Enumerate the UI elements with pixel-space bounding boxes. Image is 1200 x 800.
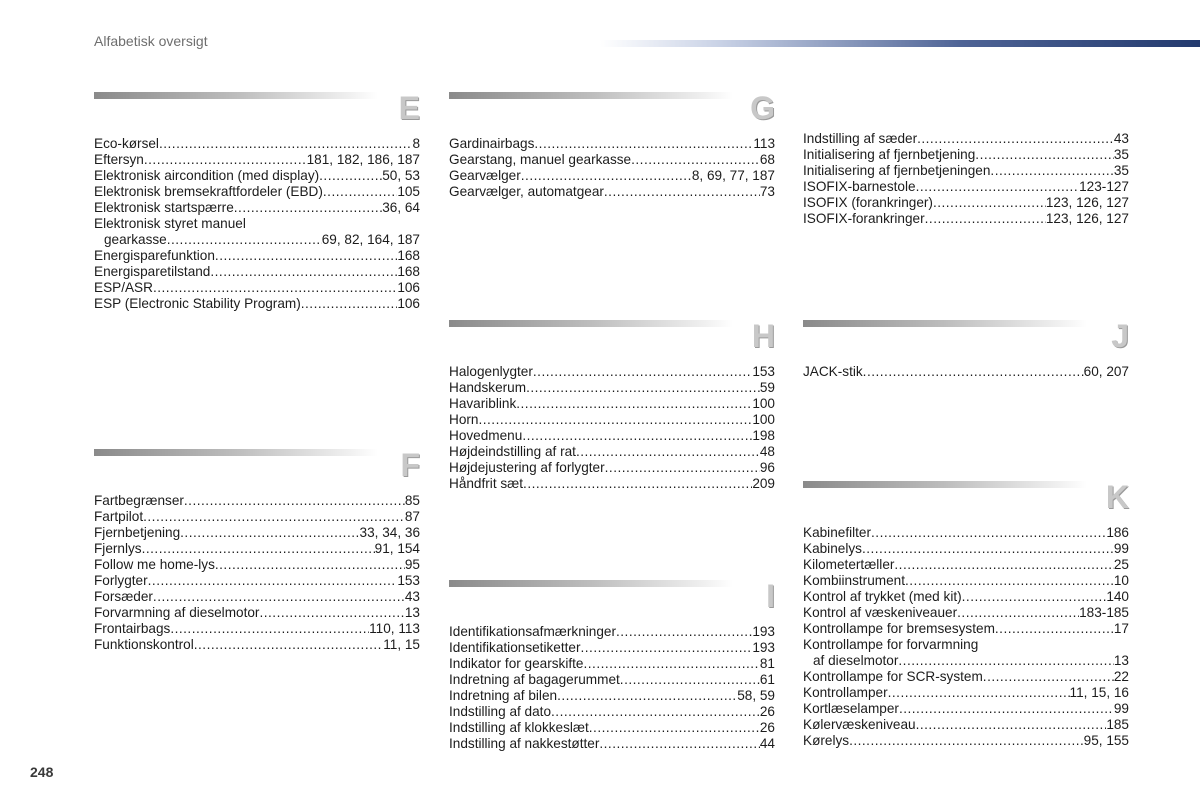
index-entry [803,605,1129,621]
entry-pages: 59 [759,380,775,395]
index-entry [449,136,775,152]
entry-term: Energisparetilstand [94,264,211,279]
index-entry [449,444,775,460]
section-header [94,449,420,493]
entry-pages: 61 [759,672,775,687]
dot-leader [916,717,1107,733]
entry-term: Forvarmning af dieselmotor [94,605,260,620]
index-entry [94,605,420,621]
entry-pages: 123, 126, 127 [1045,211,1129,226]
dot-leader [599,736,760,752]
index-subentry [803,653,1129,669]
dot-leader [534,136,753,152]
index-entry [94,216,420,232]
dot-leader [871,525,1106,541]
entry-list [449,136,775,200]
entry-list [94,136,420,312]
dot-leader [551,704,760,720]
entry-term: Gearvælger [449,168,521,183]
entry-pages: 95, 155 [1083,733,1129,748]
dot-leader [605,460,760,476]
dot-leader [990,163,1113,179]
index-section-f [94,449,420,653]
index-entry [449,720,775,736]
entry-list [803,364,1129,380]
dot-leader [905,573,1114,589]
entry-term: Indretning af bilen [449,688,558,703]
entry-pages: 99 [1113,701,1129,716]
dot-leader [170,621,369,637]
entry-pages: 43 [404,589,420,604]
entry-term: ESP (Electronic Stability Program) [94,296,301,311]
entry-term: Funktionskontrol [94,637,194,652]
dot-leader [184,493,405,509]
section-letter: G [750,90,775,126]
entry-pages: 17 [1113,621,1129,636]
entry-term: Kortlæselamper [803,701,899,716]
dot-leader [933,195,1046,211]
index-entry [94,637,420,653]
index-entry [803,195,1129,211]
index-entry [803,525,1129,541]
dot-leader [604,184,760,200]
dot-leader [234,200,382,216]
section-divider-bar [449,92,733,99]
index-entry [803,685,1129,701]
dot-leader [620,672,760,688]
entry-pages: 13 [404,605,420,620]
entry-term: Forlygter [94,573,148,588]
entry-term: Initialisering af fjernbetjening [803,147,976,162]
index-entry [94,296,420,312]
entry-pages: 168 [397,264,420,279]
dot-leader [888,685,1070,701]
section-letter: I [766,578,775,614]
entry-pages: 123, 126, 127 [1045,195,1129,210]
entry-pages: 8 [412,136,420,151]
entry-term: Halogenlygter [449,364,533,379]
index-entry [94,525,420,541]
dot-leader [863,364,1084,380]
entry-term: Kabinefilter [803,525,872,540]
dot-leader [916,179,1080,195]
index-entry [94,541,420,557]
entry-pages: 35 [1113,163,1129,178]
entry-pages: 193 [752,624,775,639]
entry-term: Havariblink [449,396,517,411]
index-section-e [94,92,420,312]
entry-pages: 193 [752,640,775,655]
index-section-i [449,580,775,752]
entry-term: Hovedmenu [449,428,523,443]
index-section-h [449,320,775,492]
dot-leader [167,232,322,248]
header-decorative-bar [600,40,1200,47]
dot-leader [957,605,1079,621]
dot-leader [580,640,752,656]
section-divider-bar [449,580,733,587]
section-header [449,320,775,364]
page-number: 248 [30,764,54,780]
entry-pages: 68 [759,152,775,167]
entry-term: ISOFIX-barnestole [803,179,916,194]
section-divider-bar [94,92,378,99]
dot-leader [616,624,752,640]
dot-leader [521,168,692,184]
section-divider-bar [803,481,1087,488]
dot-leader [215,248,397,264]
index-section-j [803,320,1129,380]
dot-leader [917,131,1114,147]
entry-pages: 105 [397,184,420,199]
running-header-title: Alfabetisk oversigt [94,33,208,49]
dot-leader [925,211,1046,227]
entry-pages: 96 [759,460,775,475]
entry-term: Kontrollampe for SCR-system [803,669,983,684]
entry-term: Indstilling af sæder [803,131,918,146]
dot-leader [194,637,383,653]
dot-leader [584,656,760,672]
index-entry [803,163,1129,179]
index-subentry [94,232,420,248]
section-header [449,580,775,624]
entry-term: Initialisering af fjernbetjeningen [803,163,991,178]
entry-term: Eco-kørsel [94,136,159,151]
index-entry [94,248,420,264]
index-entry [803,147,1129,163]
index-entry [94,264,420,280]
entry-pages: 73 [759,184,775,199]
entry-pages: 36, 64 [382,200,420,215]
index-section-k [803,481,1129,749]
entry-term: Kontrol af væskeniveauer [803,605,958,620]
entry-pages: 198 [752,428,775,443]
index-entry [449,704,775,720]
index-section-i-continued [803,131,1129,227]
entry-pages: 100 [752,412,775,427]
index-entry [449,380,775,396]
entry-pages: 186 [1106,525,1129,540]
section-divider-bar [449,320,733,327]
entry-term: Horn [449,412,479,427]
entry-list [803,131,1129,227]
entry-term: Follow me home-lys [94,557,215,572]
index-entry [449,672,775,688]
index-entry [449,688,775,704]
entry-term: Kontrollamper [803,685,888,700]
section-header [449,92,775,136]
index-entry [94,200,420,216]
entry-pages: 60, 207 [1083,364,1129,379]
entry-pages: 48 [759,444,775,459]
entry-pages: 26 [759,720,775,735]
section-letter: H [751,318,775,354]
index-entry [803,733,1129,749]
entry-pages: 100 [752,396,775,411]
entry-pages: 209 [752,476,775,491]
dot-leader [576,444,760,460]
entry-term: Fjernlys [94,541,142,556]
section-header [803,481,1129,525]
entry-term: Kontrollampe for bremsesystem [803,621,995,636]
section-divider-bar [803,320,1087,327]
section-header [803,320,1129,364]
entry-pages: 50, 53 [382,168,420,183]
entry-list [449,624,775,752]
entry-term: Frontairbags [94,621,171,636]
index-entry [803,364,1129,380]
entry-pages: 13 [1113,653,1129,668]
dot-leader [995,621,1114,637]
entry-pages: 81 [759,656,775,671]
entry-term: Kombiinstrument [803,573,905,588]
index-entry [94,168,420,184]
entry-term: ISOFIX (forankringer) [803,195,933,210]
entry-term: Indstilling af dato [449,704,552,719]
entry-term: Kølervæskeniveau [803,717,916,732]
entry-term: Identifikationsetiketter [449,640,581,655]
dot-leader [533,364,752,380]
dot-leader [301,296,398,312]
section-letter: J [1111,318,1129,354]
entry-list [94,493,420,653]
entry-term: gearkasse [104,232,167,247]
entry-pages: 153 [752,364,775,379]
index-section-g [449,92,775,200]
entry-list [803,525,1129,749]
dot-leader [962,589,1107,605]
entry-term: Kontrollampe for forvarmning [803,637,979,652]
index-entry [803,211,1129,227]
dot-leader [259,605,404,621]
dot-leader [862,541,1114,557]
entry-pages: 110, 113 [369,621,420,636]
entry-pages: 106 [397,280,420,295]
index-entry [94,621,420,637]
dot-leader [323,184,397,200]
entry-pages: 35 [1113,147,1129,162]
entry-pages: 123-127 [1079,179,1129,194]
dot-leader [557,688,737,704]
entry-term: Håndfrit sæt [449,476,524,491]
entry-pages: 91, 154 [374,541,420,556]
index-entry [94,152,420,168]
entry-pages: 44 [759,736,775,751]
dot-leader [319,168,382,184]
index-entry [803,637,1129,653]
index-entry [803,589,1129,605]
index-entry [803,131,1129,147]
index-entry [94,493,420,509]
dot-leader [516,396,752,412]
index-entry [449,736,775,752]
index-entry [803,669,1129,685]
index-entry [449,412,775,428]
entry-pages: 58, 59 [737,688,775,703]
entry-pages: 168 [397,248,420,263]
index-entry [449,364,775,380]
dot-leader [153,589,405,605]
dot-leader [142,541,375,557]
entry-pages: 85 [404,493,420,508]
section-letter: F [400,447,420,483]
entry-term: Gearstang, manuel gearkasse [449,152,632,167]
section-letter: E [398,90,420,126]
entry-pages: 8, 69, 77, 187 [691,168,775,183]
index-entry [803,717,1129,733]
entry-pages: 99 [1113,541,1129,556]
entry-term: Gardinairbags [449,136,535,151]
index-entry [449,640,775,656]
entry-term: Energisparefunktion [94,248,215,263]
dot-leader [631,152,760,168]
index-entry [803,573,1129,589]
entry-pages: 11, 15 [383,637,420,652]
index-entry [449,168,775,184]
entry-term: Fjernbetjening [94,525,181,540]
index-entry [94,557,420,573]
entry-term: Indikator for gearskifte [449,656,584,671]
entry-pages: 185 [1106,717,1129,732]
index-entry [449,396,775,412]
index-entry [803,621,1129,637]
index-entry [449,656,775,672]
dot-leader [210,264,397,280]
entry-term: Eftersyn [94,152,144,167]
index-entry [449,476,775,492]
index-entry [94,136,420,152]
entry-term: Indstilling af klokkeslæt [449,720,589,735]
entry-term: Forsæder [94,589,153,604]
index-entry [94,184,420,200]
dot-leader [522,428,752,444]
entry-term: JACK-stik [803,364,863,379]
dot-leader [899,701,1114,717]
dot-leader [523,476,752,492]
index-entry [803,541,1129,557]
entry-term: Højdeindstilling af rat [449,444,576,459]
entry-term: Handskerum [449,380,527,395]
entry-pages: 153 [397,573,420,588]
entry-term: Gearvælger, automatgear [449,184,604,199]
entry-pages: 113 [753,136,775,151]
dot-leader [180,525,359,541]
dot-leader [478,412,752,428]
section-divider-bar [94,449,378,456]
entry-pages: 69, 82, 164, 187 [321,232,420,247]
dot-leader [159,136,412,152]
entry-term: ESP/ASR [94,280,153,295]
entry-pages: 181, 182, 186, 187 [306,152,420,167]
dot-leader [589,720,760,736]
index-entry [94,509,420,525]
entry-pages: 11, 15, 16 [1069,685,1129,700]
index-entry [449,152,775,168]
entry-term: Fartpilot [94,509,144,524]
entry-list [449,364,775,492]
entry-pages: 140 [1106,589,1129,604]
section-header [94,92,420,136]
entry-term: Elektronisk startspærre [94,200,234,215]
index-entry [803,179,1129,195]
section-letter: K [1105,479,1129,515]
dot-leader [144,152,307,168]
entry-term: Kontrol af trykket (med kit) [803,589,962,604]
entry-term: Fartbegrænser [94,493,184,508]
index-entry [449,624,775,640]
dot-leader [148,573,398,589]
dot-leader [143,509,405,525]
dot-leader [153,280,397,296]
entry-term: Elektronisk styret manuel [94,216,246,231]
entry-pages: 106 [397,296,420,311]
entry-term: Indstilling af nakkestøtter [449,736,600,751]
entry-pages: 22 [1113,669,1129,684]
entry-term: Højdejustering af forlygter [449,460,605,475]
index-entry [449,184,775,200]
entry-term: Identifikationsafmærkninger [449,624,616,639]
index-entry [94,589,420,605]
index-entry [94,280,420,296]
dot-leader [526,380,760,396]
entry-pages: 183-185 [1079,605,1129,620]
entry-pages: 43 [1113,131,1129,146]
entry-pages: 33, 34, 36 [359,525,420,540]
entry-pages: 26 [759,704,775,719]
index-entry [803,557,1129,573]
index-entry [94,573,420,589]
dot-leader [975,147,1114,163]
dot-leader [215,557,405,573]
index-entry [449,460,775,476]
entry-term: Kilometertæller [803,557,895,572]
index-entry [449,428,775,444]
entry-term: Elektronisk bremsekraftfordeler (EBD) [94,184,323,199]
entry-pages: 10 [1113,573,1129,588]
dot-leader [849,733,1084,749]
dot-leader [983,669,1114,685]
entry-pages: 95 [404,557,420,572]
index-entry [803,701,1129,717]
dot-leader [894,557,1113,573]
entry-term: Kørelys [803,733,850,748]
entry-term: Elektronisk aircondition (med display) [94,168,320,183]
entry-term: Kabinelys [803,541,862,556]
entry-term: ISOFIX-forankringer [803,211,925,226]
entry-term: Indretning af bagagerummet [449,672,620,687]
dot-leader [898,653,1113,669]
entry-term: af dieselmotor [813,653,899,668]
entry-pages: 25 [1113,557,1129,572]
entry-pages: 87 [404,509,420,524]
